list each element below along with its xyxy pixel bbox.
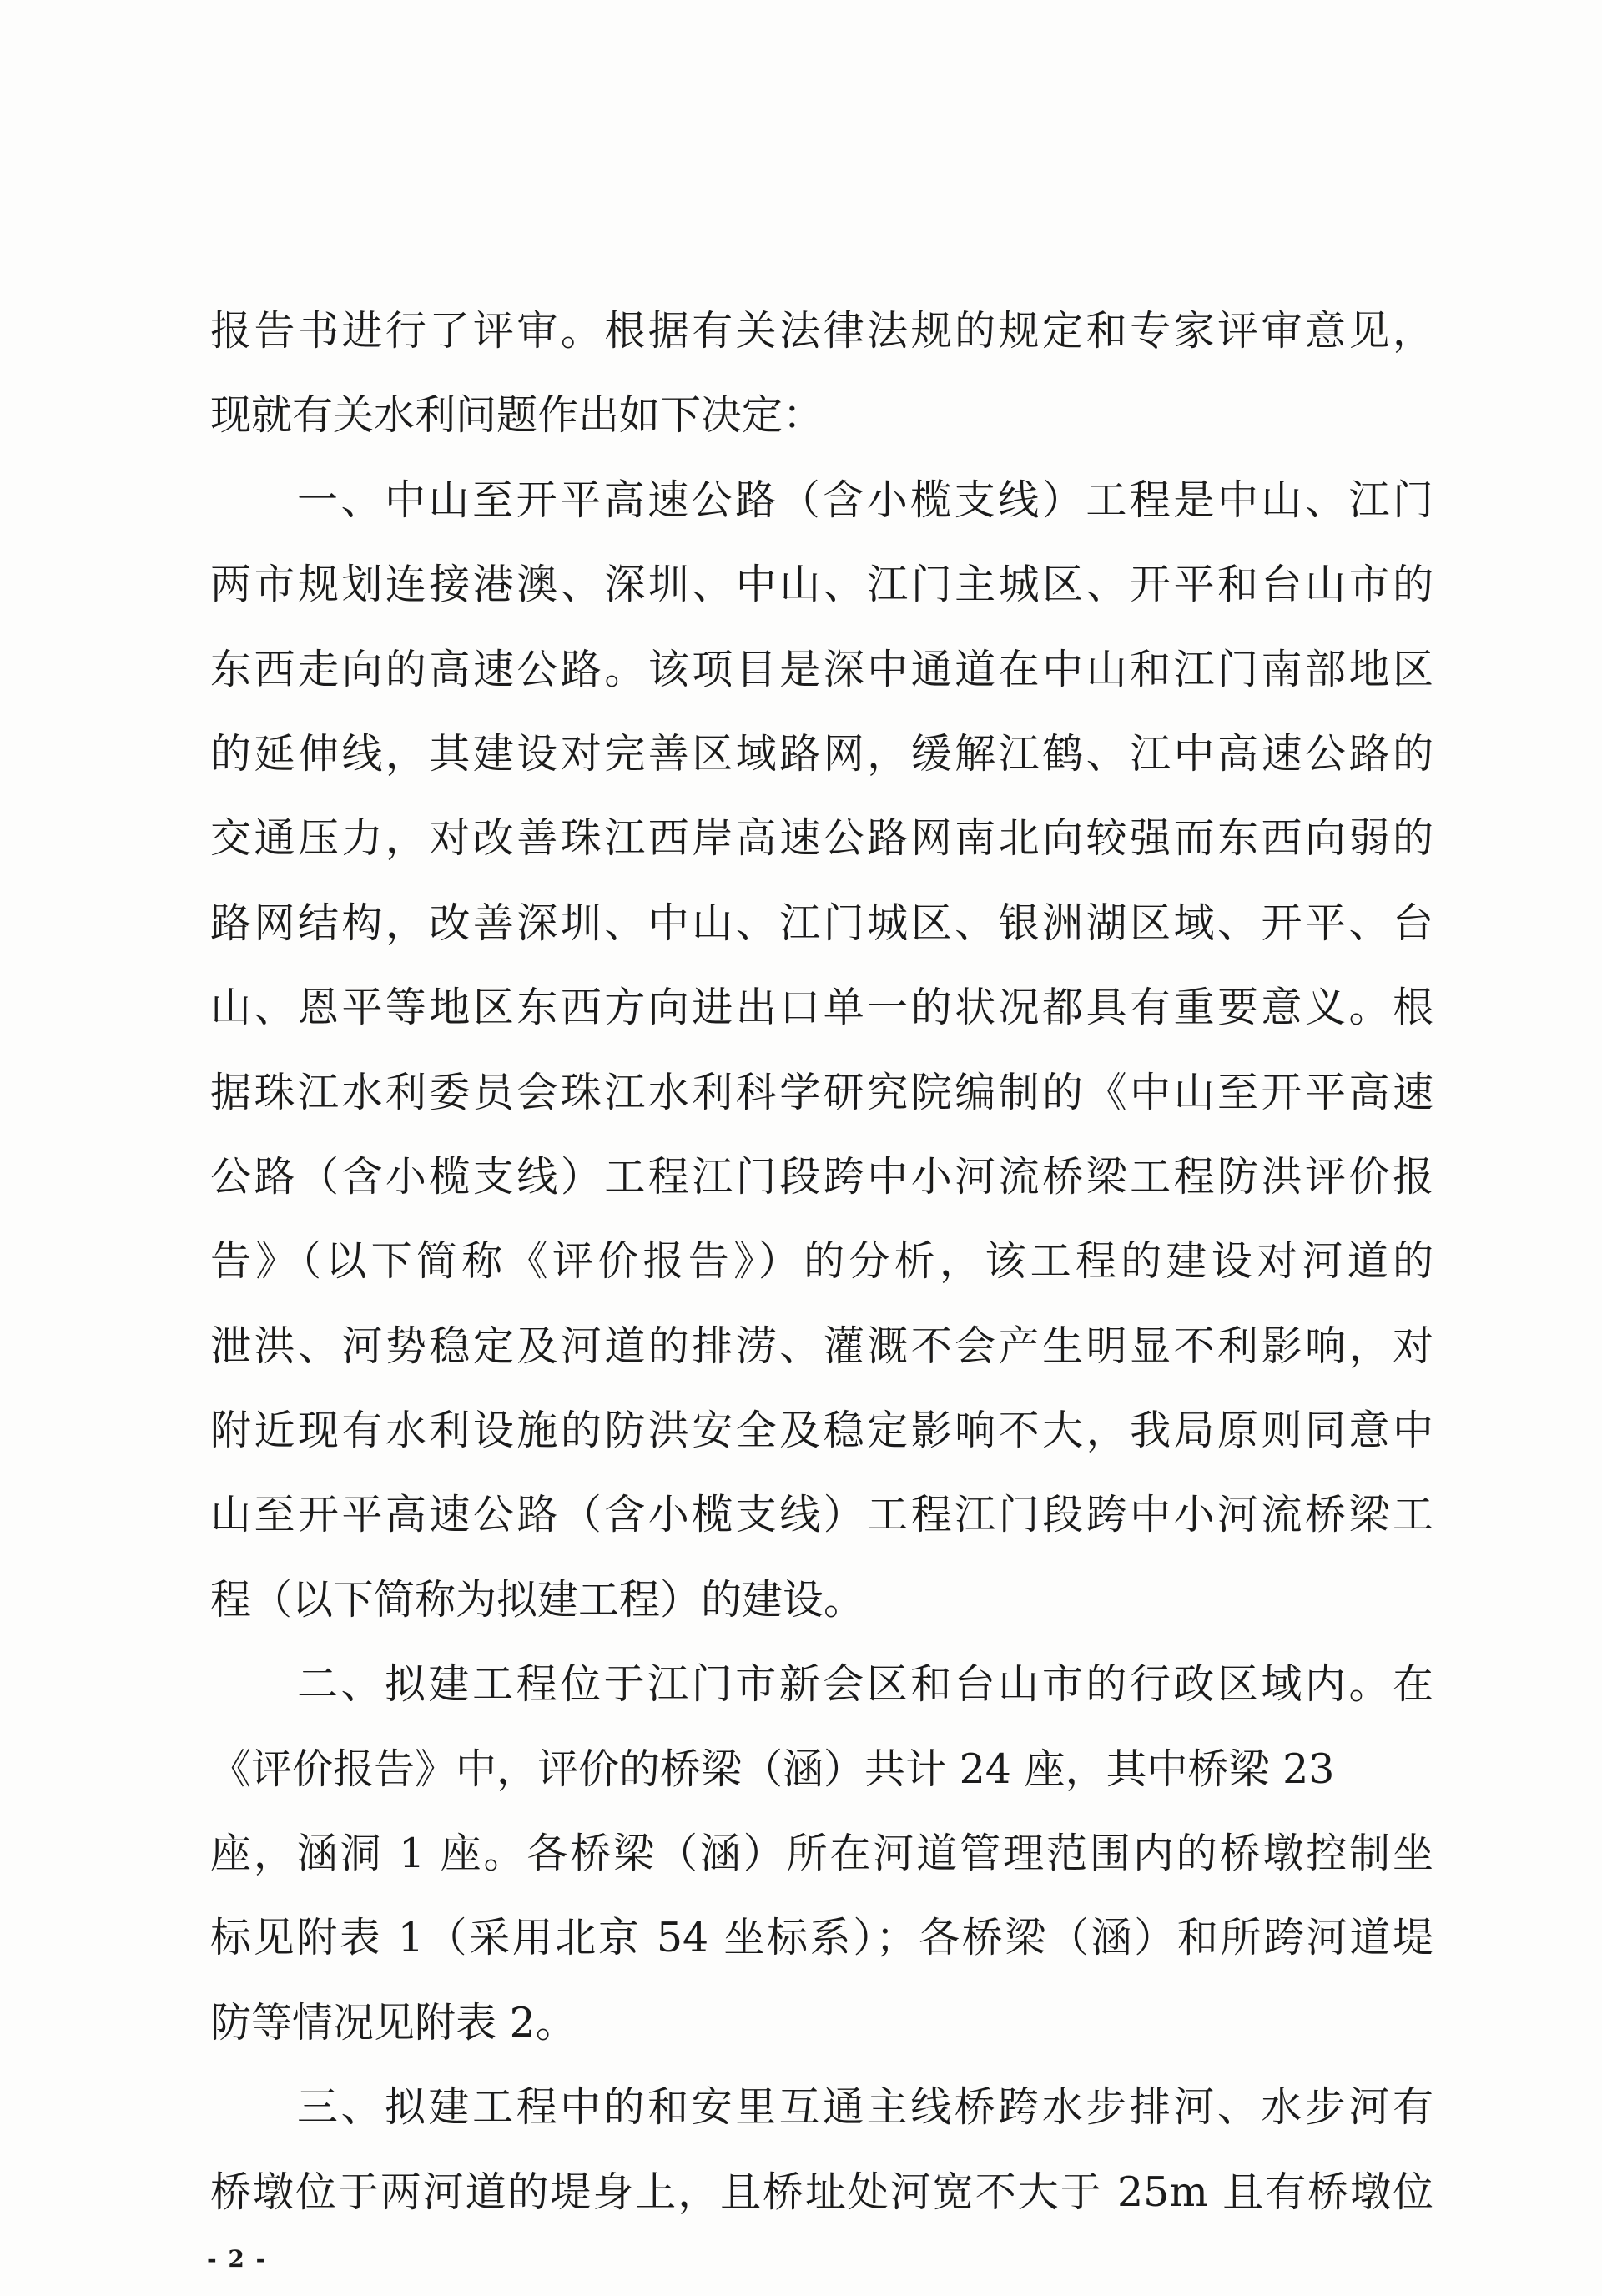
body-text-line: 的延伸线，其建设对完善区域路网，缓解江鹤、江中高速公路的	[210, 729, 1433, 778]
body-text-line: 山至开平高速公路（含小榄支线）工程江门段跨中小河流桥梁工	[210, 1491, 1433, 1539]
body-text-line: 《评价报告》中，评价的桥梁（涵）共计 24 座，其中桥梁 23	[210, 1745, 1335, 1793]
body-text-line: 交通压力，对改善珠江西岸高速公路网南北向较强而东西向弱的	[210, 814, 1433, 863]
body-text-line: 公路（含小榄支线）工程江门段跨中小河流桥梁工程防洪评价报	[210, 1152, 1433, 1201]
body-text-line: 报告书进行了评审。根据有关法律法规的规定和专家评审意见，	[210, 307, 1433, 355]
paragraph-item-1	[210, 458, 1433, 1642]
body-text-line: 一、中山至开平高速公路（含小榄支线）工程是中山、江门	[297, 476, 1433, 524]
paragraph-item-3	[210, 2065, 1433, 2234]
body-text-line: 据珠江水利委员会珠江水利科学研究院编制的《中山至开平高速	[210, 1068, 1433, 1116]
body-text-line: 三、拟建工程中的和安里互通主线桥跨水步排河、水步河有	[297, 2083, 1433, 2132]
body-text-line: 路网结构，改善深圳、中山、江门城区、银洲湖区域、开平、台	[210, 899, 1433, 947]
page-number: - 2 -	[207, 2245, 268, 2273]
body-text-line: 防等情况见附表 2。	[210, 1998, 577, 2047]
body-text-line: 桥墩位于两河道的堤身上，且桥址处河宽不大于 25m 且有桥墩位	[210, 2168, 1433, 2216]
body-text	[210, 289, 1433, 2234]
body-text-line: 东西走向的高速公路。该项目是深中通道在中山和江门南部地区	[210, 645, 1433, 693]
paragraph-item-2	[210, 1642, 1433, 2065]
body-text-line: 现就有关水利问题作出如下决定：	[210, 391, 824, 440]
body-text-line: 山、恩平等地区东西方向进出口单一的状况都具有重要意义。根	[210, 984, 1433, 1032]
body-text-line: 座，涵洞 1 座。各桥梁（涵）所在河道管理范围内的桥墩控制坐	[210, 1830, 1433, 1878]
body-text-line: 程（以下简称为拟建工程）的建设。	[210, 1575, 865, 1624]
body-text-line: 告》（以下简称《评价报告》）的分析，该工程的建设对河道的	[210, 1237, 1433, 1286]
body-text-line: 两市规划连接港澳、深圳、中山、江门主城区、开平和台山市的	[210, 561, 1433, 609]
paragraph-continuation	[210, 289, 1433, 458]
body-text-line: 二、拟建工程位于江门市新会区和台山市的行政区域内。在	[297, 1660, 1433, 1709]
body-text-line: 附近现有水利设施的防洪安全及稳定影响不大，我局原则同意中	[210, 1407, 1433, 1455]
body-text-line: 标见附表 1（采用北京 54 坐标系）；各桥梁（涵）和所跨河道堤	[210, 1914, 1433, 1962]
body-text-line: 泄洪、河势稳定及河道的排涝、灌溉不会产生明显不利影响，对	[210, 1322, 1433, 1370]
